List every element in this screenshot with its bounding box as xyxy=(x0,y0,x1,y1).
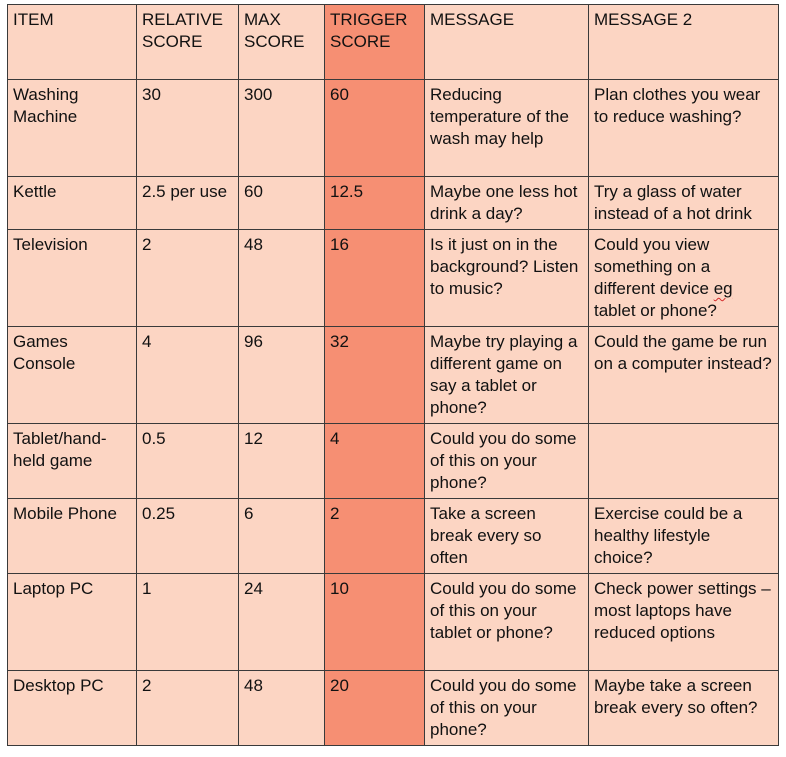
cell-max-score: 48 xyxy=(239,230,325,327)
cell-message: Maybe try playing a different game on say a tablet or phone? xyxy=(425,327,589,424)
cell-max-score: 96 xyxy=(239,327,325,424)
cell-item: Laptop PC xyxy=(8,574,137,671)
cell-max-score: 12 xyxy=(239,424,325,499)
table-row xyxy=(8,574,779,671)
cell-message: Take a screen break every so often xyxy=(425,499,589,574)
header-message: MESSAGE xyxy=(425,5,589,80)
table-row xyxy=(8,424,779,499)
cell-item: Tablet/hand-held game xyxy=(8,424,137,499)
energy-tips-table xyxy=(7,4,779,746)
header-trigger-score: TRIGGER SCORE xyxy=(325,5,425,80)
cell-trigger-score: 32 xyxy=(325,327,425,424)
cell-trigger-score: 2 xyxy=(325,499,425,574)
cell-item: Desktop PC xyxy=(8,671,137,746)
cell-message: Could you do some of this on your phone? xyxy=(425,424,589,499)
cell-message-2: Check power settings – most laptops have reduced options xyxy=(589,574,779,671)
cell-message-2: Could the game be run on a computer instead? xyxy=(589,327,779,424)
cell-max-score: 6 xyxy=(239,499,325,574)
table-row xyxy=(8,327,779,424)
cell-item: Television xyxy=(8,230,137,327)
cell-max-score: 48 xyxy=(239,671,325,746)
header-relative-score: RELATIVE SCORE xyxy=(137,5,239,80)
cell-message-2: Plan clothes you wear to reduce washing? xyxy=(589,80,779,177)
table-row xyxy=(8,177,779,230)
cell-message-2: Try a glass of water instead of a hot drink xyxy=(589,177,779,230)
cell-relative-score: 2.5 per use xyxy=(137,177,239,230)
cell-item: Washing Machine xyxy=(8,80,137,177)
cell-relative-score: 2 xyxy=(137,671,239,746)
cell-relative-score: 2 xyxy=(137,230,239,327)
cell-trigger-score: 60 xyxy=(325,80,425,177)
cell-item: Mobile Phone xyxy=(8,499,137,574)
cell-message: Is it just on in the background? Listen to music? xyxy=(425,230,589,327)
cell-item: Kettle xyxy=(8,177,137,230)
cell-max-score: 24 xyxy=(239,574,325,671)
cell-relative-score: 1 xyxy=(137,574,239,671)
table-row xyxy=(8,671,779,746)
message-2-text-start: Could you view something on a different device xyxy=(594,235,714,298)
cell-message: Reducing temperature of the wash may help xyxy=(425,80,589,177)
header-message-2: MESSAGE 2 xyxy=(589,5,779,80)
cell-message-2: Maybe take a screen break every so often? xyxy=(589,671,779,746)
header-max-score: MAX SCORE xyxy=(239,5,325,80)
cell-message-2 xyxy=(589,230,779,327)
message-2-text-end: tablet or phone? xyxy=(594,301,717,320)
cell-relative-score: 0.25 xyxy=(137,499,239,574)
cell-max-score: 300 xyxy=(239,80,325,177)
cell-message-2: Exercise could be a healthy lifestyle choice? xyxy=(589,499,779,574)
cell-trigger-score: 20 xyxy=(325,671,425,746)
cell-item: Games Console xyxy=(8,327,137,424)
cell-trigger-score: 10 xyxy=(325,574,425,671)
cell-message: Could you do some of this on your phone? xyxy=(425,671,589,746)
cell-message: Maybe one less hot drink a day? xyxy=(425,177,589,230)
cell-relative-score: 4 xyxy=(137,327,239,424)
cell-message-2 xyxy=(589,424,779,499)
cell-relative-score: 0.5 xyxy=(137,424,239,499)
table-row xyxy=(8,499,779,574)
spellcheck-flagged-word: eg xyxy=(713,279,733,298)
table-row xyxy=(8,230,779,327)
cell-trigger-score: 16 xyxy=(325,230,425,327)
table-row xyxy=(8,80,779,177)
cell-max-score: 60 xyxy=(239,177,325,230)
header-item: ITEM xyxy=(8,5,137,80)
cell-relative-score: 30 xyxy=(137,80,239,177)
cell-trigger-score: 4 xyxy=(325,424,425,499)
cell-trigger-score: 12.5 xyxy=(325,177,425,230)
header-row xyxy=(8,5,779,80)
cell-message: Could you do some of this on your tablet or phone? xyxy=(425,574,589,671)
